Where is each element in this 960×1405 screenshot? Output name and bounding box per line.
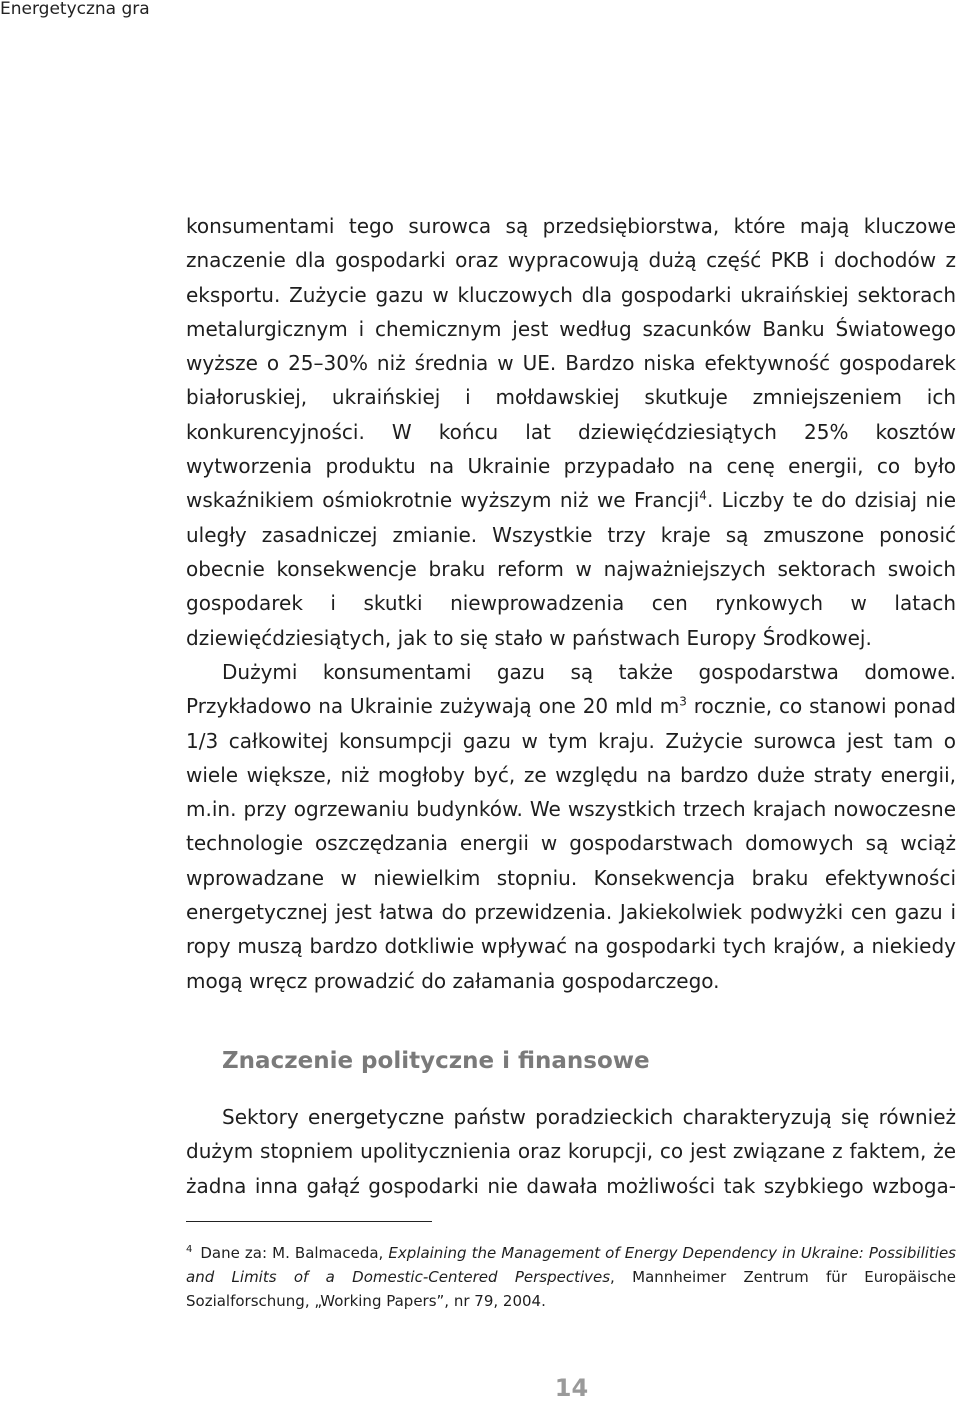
paragraph-1-text-a: konsumentami tego surowca są przedsiębiorstwa, które mają kluczowe znaczenie dla gospodarki oraz wypracowują dużą część PKB i dochodów z eksportu. Zużycie gazu w kluczowych dla gospodarki ukraińskiej sektorach metalurgicznym i chemicznym jest według szacunków Banku Światowego wyższe o 25–30% niż średnia w UE. Bardzo niska efektywność gospodarek białoruskiej, ukraińskiej i mołdawskiej skutkuje zmniejszeniem ich konkurencyjności. W końcu lat dziewięćdziesiątych 25% kosztów wytworzenia produktu na Ukrainie przypadało na cenę energii, co było wskaźnikiem ośmiokrotnie wyższym niż we Francji bbox=[186, 214, 956, 513]
superscript-cubic: 3 bbox=[679, 694, 687, 709]
body-paragraph-3: Sektory energetyczne państw poradzieckich charakteryzują się również dużym stopniem upolitycznienia oraz korupcji, co jest związane z faktem, że żadna inna gałąź gospodarki nie dawała możliwości tak szybkiego wzboga- bbox=[186, 1105, 956, 1198]
footnote bbox=[186, 1238, 956, 1313]
footnote-reference[interactable]: 4 bbox=[699, 488, 707, 503]
footnote-number: 4 bbox=[186, 1244, 193, 1255]
paragraph-2-text-a: Dużymi konsumentami gazu są także gospodarstwa domowe. Przykładowo na Ukrainie zużywają one 20 mld m bbox=[186, 660, 956, 719]
page-number: 14 bbox=[554, 1374, 589, 1402]
footnote-prefix: Dane za: M. Balmaceda, bbox=[200, 1244, 389, 1262]
running-header: Energetyczna gra bbox=[0, 0, 150, 19]
footnote-suffix: , Mannheimer Zentrum für Europäische Sozialforschung, „Working Papers”, nr 79, 2004. bbox=[186, 1268, 956, 1310]
footnote-title: Explaining the Management of Energy Dependency in Ukraine: Possibilities and Limits of a Domestic-Centered Perspectives bbox=[186, 1244, 956, 1286]
body-paragraph-2 bbox=[186, 655, 956, 998]
body-paragraph-1 bbox=[186, 209, 956, 655]
paragraph-1-text-b: . Liczby te do dzisiaj nie uległy zasadniczej zmianie. Wszystkie trzy kraje są zmuszone ponosić obecnie konsekwencje braku reform w najważniejszych sektorach swoich gospodarek i skutki niewprowadzenia cen rynkowych w latach dziewięćdziesiątych, jak to się stało w państwach Europy Środkowej. bbox=[186, 488, 956, 650]
section-heading: Znaczenie polityczne i finansowe bbox=[222, 1048, 650, 1074]
paragraph-2-text-b: rocznie, co stanowi ponad 1/3 całkowitej konsumpcji gazu w tym kraju. Zużycie surowca jest tam o wiele większe, niż mogłoby być, ze względu na bardzo duże straty energii, m.in. przy ogrzewaniu budynków. We wszystkich trzech krajach nowoczesne technologie oszczędzania energii w gospodarstwach domowych są wciąż wprowadzane w niewielkim stopniu. Konsekwencja braku efektywności energetycznej jest łatwa do przewidzenia. Jakiekolwiek podwyżki cen gazu i ropy muszą bardzo dotkliwie wpływać na gospodarki tych krajów, a niekiedy mogą wręcz prowadzić do załamania gospodarczego. bbox=[186, 694, 956, 993]
footnote-divider bbox=[186, 1221, 432, 1222]
